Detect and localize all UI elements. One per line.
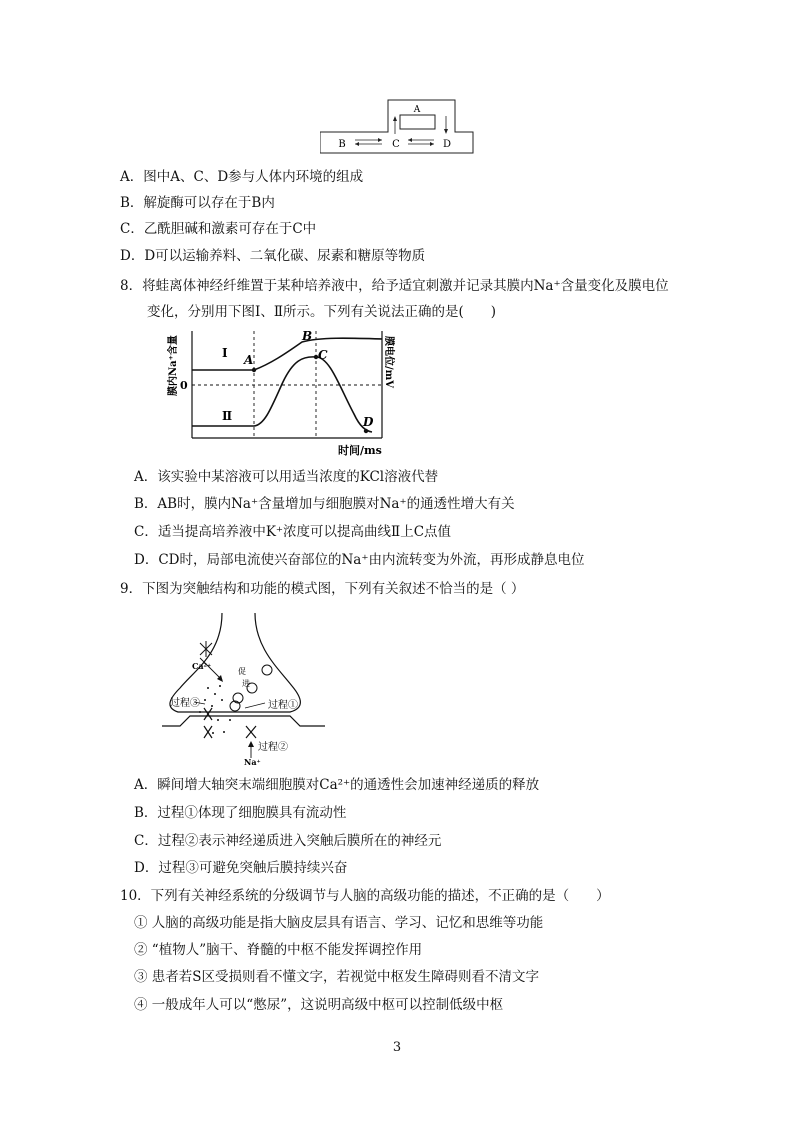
zero-label: 0 xyxy=(180,379,188,392)
point-a xyxy=(252,368,256,372)
q7-option-c: C．乙酰胆碱和激素可存在于C中 xyxy=(120,221,317,237)
q10-item-4: ④ 一般成年人可以“憋尿”，这说明高级中枢可以控制低级中枢 xyxy=(134,997,504,1013)
compartment-diagram xyxy=(320,98,475,156)
process2-label: 过程② xyxy=(258,742,288,753)
q8-stem-line2: 变化，分别用下图Ⅰ、Ⅱ所示。下列有关说法正确的是( ) xyxy=(147,304,497,320)
q8-option-c: C．适当提高培养液中K⁺浓度可以提高曲线Ⅱ上C点值 xyxy=(134,524,452,540)
y-axis-label-right: 膜电位/mV xyxy=(383,336,394,388)
q8-option-d: D．CD时，局部电流使兴奋部位的Na⁺由内流转变为外流，再形成静息电位 xyxy=(134,552,585,568)
label-c: C xyxy=(392,139,400,150)
label-b: B xyxy=(338,139,346,150)
page-number: 3 xyxy=(392,1040,402,1055)
q8-stem-line1: 8．将蛙离体神经纤维置于某种培养液中，给予适宜刺激并记录其膜内Na⁺含量变化及膜电位 xyxy=(120,278,669,294)
q8-option-b: B．AB时，膜内Na⁺含量增加与细胞膜对Na⁺的通透性增大有关 xyxy=(134,496,515,512)
label-point-a: A xyxy=(244,353,254,367)
q7-option-a: A．图中A、C、D参与人体内环境的组成 xyxy=(120,169,364,185)
x-axis-label: 时间/ms xyxy=(338,444,382,456)
label-point-b: B xyxy=(302,329,313,343)
label-a: A xyxy=(413,105,421,115)
process1-label: 过程① xyxy=(268,700,298,711)
q10-item-1: ① 人脑的高级功能是指大脑皮层具有语言、学习、记忆和思维等功能 xyxy=(134,915,544,931)
series-label-ii: Ⅱ xyxy=(222,409,233,423)
synapse-diagram xyxy=(160,608,340,766)
q10-stem: 10．下列有关神经系统的分级调节与人脑的高级功能的描述，不正确的是（ ） xyxy=(120,888,610,904)
point-d xyxy=(364,429,368,433)
label-point-d: D xyxy=(363,415,374,429)
promote-label-1: 促 xyxy=(238,667,246,676)
promote-label-2: 进 xyxy=(242,679,250,688)
q10-item-2: ② “植物人”脑干、脊髓的中枢不能发挥调控作用 xyxy=(134,942,423,958)
y-axis-label-left: 膜内Na⁺含量 xyxy=(168,335,179,396)
q7-option-b: B．解旋酶可以存在于B内 xyxy=(120,195,275,211)
q9-option-b: B．过程①体现了细胞膜具有流动性 xyxy=(134,805,347,821)
q8-option-a: A．该实验中某溶液可以用适当浓度的KCl溶液代替 xyxy=(134,469,439,485)
process3-label: 过程③ xyxy=(170,698,200,709)
ca-label: Ca²⁺ xyxy=(192,661,212,671)
q9-option-d: D．过程③可避免突触后膜持续兴奋 xyxy=(134,860,348,876)
q7-option-d: D．D可以运输养料、二氧化碳、尿素和糖原等物质 xyxy=(120,248,426,264)
q9-option-a: A．瞬间增大轴突末端细胞膜对Ca²⁺的通透性会加速神经递质的释放 xyxy=(134,777,540,793)
q9-option-c: C．过程②表示神经递质进入突触后膜所在的神经元 xyxy=(134,833,442,849)
na-label: Na⁺ xyxy=(244,757,261,766)
na-potential-chart xyxy=(160,326,400,456)
label-d: D xyxy=(442,139,452,150)
q9-stem: 9．下图为突触结构和功能的模式图，下列有关叙述不恰当的是（ ） xyxy=(120,581,525,597)
series-label-i: Ⅰ xyxy=(222,346,228,360)
label-point-c: C xyxy=(318,348,328,362)
q10-item-3: ③ 患者若S区受损则看不懂文字，若视觉中枢发生障碍则看不清文字 xyxy=(134,969,540,985)
